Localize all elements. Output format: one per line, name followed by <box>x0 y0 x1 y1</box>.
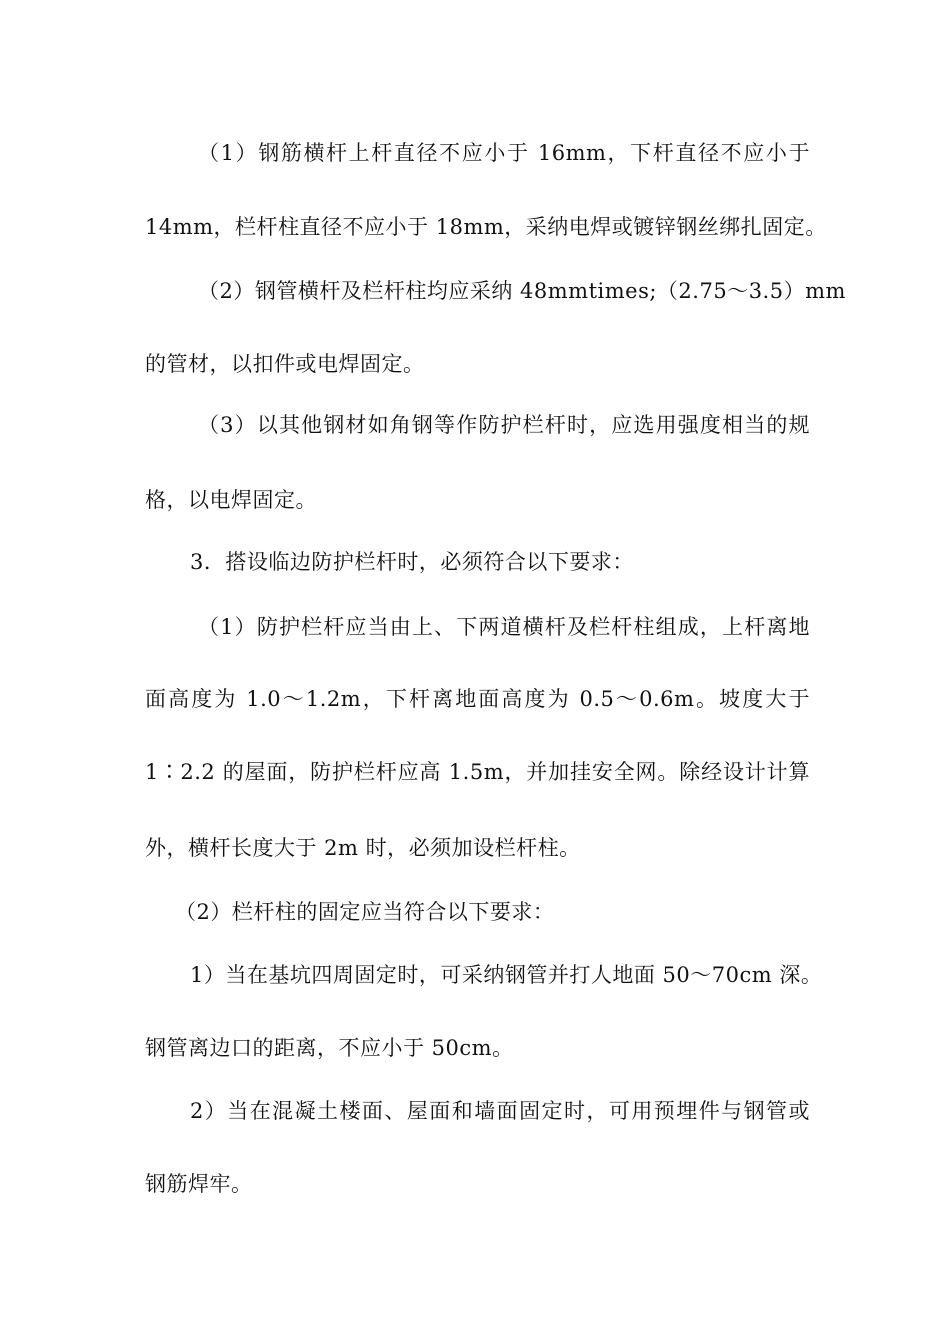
paragraph-line: 外，横杆长度大于 2m 时，必须加设栏杆柱。 <box>145 836 581 860</box>
paragraph-line: （1）防护栏杆应当由上、下两道横杆及栏杆柱组成，上杆离地 <box>198 615 810 639</box>
paragraph-line: （3）以其他钢材如角钢等作防护栏杆时，应选用强度相当的规 <box>198 413 810 437</box>
paragraph-line: （1）钢筋横杆上杆直径不应小于 16mm，下杆直径不应小于 <box>198 141 810 165</box>
paragraph-line: 2）当在混凝土楼面、屋面和墙面固定时，可用预埋件与钢管或 <box>190 1099 810 1123</box>
section-heading: 3．搭设临边防护栏杆时，必须符合以下要求： <box>190 550 634 574</box>
paragraph-line: 1∶2.2 的屋面，防护栏杆应高 1.5m，并加挂安全网。除经设计计算 <box>145 760 810 784</box>
paragraph-line: 的管材，以扣件或电焊固定。 <box>145 352 425 376</box>
paragraph-line: 钢筋焊牢。 <box>145 1172 253 1196</box>
paragraph-line: （2）栏杆柱的固定应当符合以下要求： <box>175 900 555 924</box>
paragraph-line: 14mm，栏杆柱直径不应小于 18mm，采纳电焊或镀锌钢丝绑扎固定。 <box>145 215 827 239</box>
paragraph-line: 钢管离边口的距离，不应小于 50cm。 <box>145 1036 514 1060</box>
paragraph-line: 格，以电焊固定。 <box>145 488 317 512</box>
paragraph-line: 面高度为 1.0～1.2m，下杆离地面高度为 0.5～0.6m。坡度大于 <box>145 687 810 711</box>
paragraph-line: 1）当在基坑四周固定时，可采纳钢管并打人地面 50～70cm 深。 <box>190 963 823 987</box>
paragraph-line: （2）钢管横杆及栏杆柱均应采纳 48mmtimes;（2.75～3.5）mm <box>198 279 846 303</box>
